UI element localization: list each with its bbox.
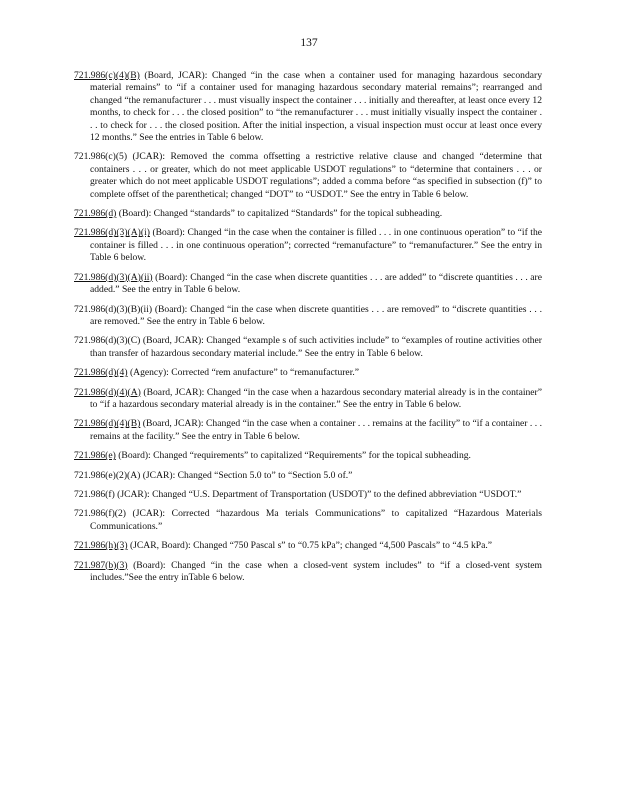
entry-text: (JCAR): Changed “U.S. Department of Transportation (USDOT)” to the defined abbreviation “USDOT.” (114, 488, 522, 500)
list-item (74, 304, 542, 329)
page-number: 137 (300, 37, 318, 49)
entries-list (74, 70, 542, 591)
list-item (74, 489, 542, 501)
list-item (74, 70, 542, 144)
section-citation: 721.986(c)(5) (74, 151, 128, 163)
entry-text: (JCAR): Removed the comma offsetting a restrictive relative clause and changed “determine that containers . . . or greater, which do not meet applicable USDOT regulations” to “determine that containers . . . or greater which do not meet applicable USDOT regulations”; added a comma before “as specified in subsection (f)” to complete offset of the parenthetical; changed “DOT” to “USDOT.” See the entry in Table 6 below. (90, 151, 542, 200)
entry-text: (JCAR): Changed “Section 5.0 to” to “Section 5.0 of.” (140, 469, 353, 481)
list-item (74, 335, 542, 360)
section-citation: 721.986(d)(4) (74, 367, 128, 379)
section-citation: 721.986(d)(4)(A) (74, 386, 141, 398)
entry-text: (Board, JCAR): Changed “in the case when a container . . . remains at the facility” to “if a container . . . remains at the facility.” See the entry in Table 6 below. (90, 418, 542, 442)
list-item (74, 470, 542, 482)
list-item (74, 272, 542, 297)
section-citation: 721.986(h)(3) (74, 540, 128, 552)
list-item (74, 418, 542, 443)
entry-text: (Board): Changed “in the case when the container is filled . . . in one continuous operation” to “if the container is filled . . . in one continuous operation”; corrected “remanufacture” to “remanufacturer.” See the entry in Table 6 below. (90, 227, 542, 264)
entry-text: (Board, JCAR): Changed “example s of such activities include” to “examples of routine activities other than transfer of hazardous secondary material include.” See the entry in Table 6 below. (90, 335, 542, 359)
entry-text: (Board, JCAR): Changed “in the case when a container used for managing hazardous secondary material remains” to “if a container used for managing hazardous secondary material remains”; rearranged and changed “the remanufacturer . . . must visually inspect the container . . . initially and thereafter, at least once every 12 months, to check for . . . the closed position” to “the remanufacturer . . . must initially visually inspect the container . . . to check for . . . the closed position. After the initial inspection, a visual inspection must occur at least once every 12 months.” See the entries in Table 6 below. (90, 70, 542, 144)
list-item (74, 227, 542, 264)
list-item (74, 540, 542, 552)
entry-text: (Board): Changed “requirements” to capitalized “Requirements” for the topical subheading. (115, 450, 471, 462)
section-citation: 721.986(d)(3)(B)(ii) (74, 303, 153, 315)
entry-text: (JCAR): Corrected “hazardous Ma terials Communications” to capitalized “Hazardous Materials Communications.” (90, 508, 542, 532)
list-item (74, 387, 542, 412)
section-citation: 721.986(e)(2)(A) (74, 469, 141, 481)
section-citation: 721.986(d)(3)(C) (74, 335, 141, 347)
entry-text: (Board, JCAR): Changed “in the case when a hazardous secondary material already is in the container” to “if a hazardous secondary material already is in the container.” See the entry in Table 6 below. (90, 386, 542, 410)
section-citation: 721.986(f)(2) (74, 508, 126, 520)
section-citation: 721.986(d)(3)(A)(i) (74, 227, 150, 239)
section-citation: 721.986(d) (74, 208, 117, 220)
entry-text: (Board): Changed “in the case when a closed-vent system includes” to “if a closed-vent system includes.”See the entry inTable 6 below. (90, 559, 542, 583)
entry-text: (Agency): Corrected “rem anufacture” to “remanufacturer.” (127, 367, 360, 379)
section-citation: 721.986(d)(3)(A)(ii) (74, 271, 153, 283)
section-citation: 721.986(d)(4)(B) (74, 418, 141, 430)
list-item (74, 508, 542, 533)
list-item (74, 450, 542, 462)
section-citation: 721.986(f) (74, 488, 115, 500)
entry-text: (Board): Changed “standards” to capitalized “Standards” for the topical subheading. (116, 208, 443, 220)
list-item (74, 560, 542, 585)
list-item (74, 208, 542, 220)
entry-text: (Board): Changed “in the case when discrete quantities . . . are removed” to “discrete quantities . . . are removed.” See the entry in Table 6 below. (90, 303, 542, 327)
entry-text: (JCAR, Board): Changed “750 Pascal s” to “0.75 kPa”; changed “4,500 Pascals” to “4.5 kPa.” (127, 540, 493, 552)
section-citation: 721.986(e) (74, 450, 116, 462)
section-citation: 721.987(b)(3) (74, 559, 128, 571)
list-item (74, 151, 542, 201)
list-item (74, 367, 542, 379)
entry-text: (Board): Changed “in the case when discrete quantities . . . are added” to “discrete quantities . . . are added.” See the entry in Table 6 below. (90, 271, 542, 296)
section-citation: 721.986(c)(4)(B) (74, 70, 140, 81)
